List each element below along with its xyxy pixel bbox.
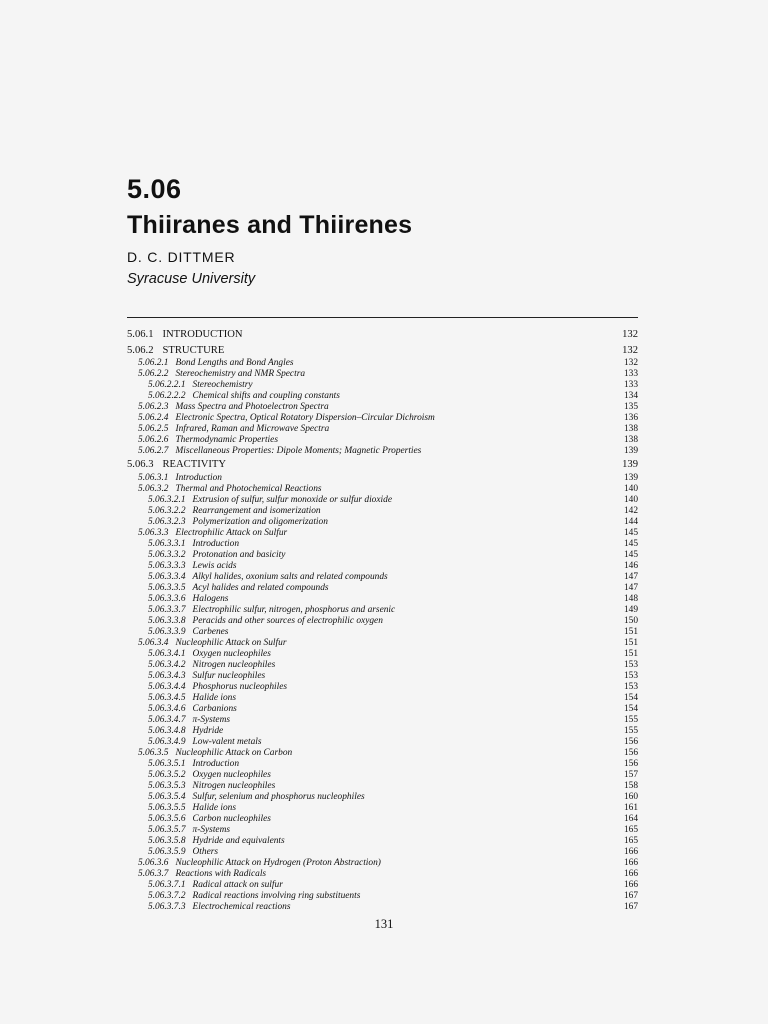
toc-section-number: 5.06.3.1 bbox=[138, 472, 169, 483]
toc-section-number: 5.06.3.4.2 bbox=[148, 659, 186, 670]
toc-page-number: 166 bbox=[623, 846, 638, 857]
toc-entry bbox=[127, 391, 638, 402]
toc-section-title: Sulfur nucleophiles bbox=[192, 670, 266, 681]
toc-entry bbox=[127, 891, 638, 902]
toc-section-number: 5.06.3.3.9 bbox=[148, 626, 186, 637]
toc-section-title: Halide ions bbox=[192, 692, 236, 703]
toc-section-title: Low-valent metals bbox=[192, 736, 262, 747]
toc-page-number: 155 bbox=[623, 725, 638, 736]
toc-entry bbox=[127, 737, 638, 748]
toc-page-number: 147 bbox=[623, 582, 638, 593]
toc-section-title: Others bbox=[192, 846, 219, 857]
toc-page-number: 144 bbox=[623, 516, 638, 527]
toc-section-number: 5.06.3.3.4 bbox=[148, 571, 186, 582]
toc-page-number: 148 bbox=[623, 593, 638, 604]
toc-page-number: 155 bbox=[623, 714, 638, 725]
toc-section-title: INTRODUCTION bbox=[162, 329, 243, 340]
toc-section-number: 5.06.3.3.7 bbox=[148, 604, 186, 615]
toc-page-number: 153 bbox=[623, 659, 638, 670]
divider-rule bbox=[127, 317, 638, 318]
toc-page-number: 139 bbox=[623, 446, 638, 456]
toc-page-number: 139 bbox=[622, 459, 638, 470]
toc-page-number: 151 bbox=[623, 626, 638, 637]
toc-entry bbox=[127, 682, 638, 693]
toc-section-number: 5.06.3.4.1 bbox=[148, 648, 186, 659]
toc-section-number: 5.06.3.7.1 bbox=[148, 879, 186, 890]
page-number: 131 bbox=[374, 917, 394, 931]
toc-entry bbox=[127, 583, 638, 594]
toc-section-number: 5.06.2.2.1 bbox=[148, 380, 186, 390]
toc-section-number: 5.06.3.5.6 bbox=[148, 813, 186, 824]
toc-section-number: 5.06.2.5 bbox=[138, 424, 169, 434]
toc-section-title: Hydride bbox=[192, 725, 224, 736]
toc-section-title: Lewis acids bbox=[192, 560, 237, 571]
toc-page-number: 153 bbox=[623, 681, 638, 692]
toc-page-number: 138 bbox=[623, 435, 638, 445]
toc-entry bbox=[127, 693, 638, 704]
toc-entry bbox=[127, 327, 638, 343]
toc-section-title: Chemical shifts and coupling constants bbox=[192, 391, 340, 401]
toc-section-title: Mass Spectra and Photoelectron Spectra bbox=[175, 402, 329, 412]
toc-section-title: Electrophilic sulfur, nitrogen, phosphorus and arsenic bbox=[192, 604, 396, 615]
toc-section-number: 5.06.3.5.2 bbox=[148, 769, 186, 780]
toc-entry bbox=[127, 880, 638, 891]
toc-entry bbox=[127, 638, 638, 649]
toc-page-number: 156 bbox=[623, 758, 638, 769]
toc-entry bbox=[127, 561, 638, 572]
toc-page-number: 134 bbox=[623, 391, 638, 401]
toc-entry bbox=[127, 616, 638, 627]
toc-page-number: 133 bbox=[623, 369, 638, 379]
toc-section-title: Nitrogen nucleophiles bbox=[192, 780, 276, 791]
toc-section-number: 5.06.3.4.9 bbox=[148, 736, 186, 747]
toc-page-number: 133 bbox=[623, 380, 638, 390]
toc-entry bbox=[127, 715, 638, 726]
toc-page-number: 145 bbox=[623, 549, 638, 560]
toc-section-number: 5.06.2.3 bbox=[138, 402, 169, 412]
toc-section-title: π-Systems bbox=[192, 824, 230, 835]
toc-section-title: Sulfur, selenium and phosphorus nucleophiles bbox=[192, 791, 365, 802]
toc-section-title: Rearrangement and isomerization bbox=[192, 505, 321, 516]
toc-page-number: 164 bbox=[623, 813, 638, 824]
toc-page-number: 165 bbox=[623, 835, 638, 846]
toc-section-title: Hydride and equivalents bbox=[192, 835, 285, 846]
toc-page-number: 132 bbox=[623, 358, 638, 368]
toc-section-number: 5.06.3.4.3 bbox=[148, 670, 186, 681]
toc-entry bbox=[127, 506, 638, 517]
toc-entry bbox=[127, 902, 638, 913]
toc-section-title: Radical attack on sulfur bbox=[192, 879, 283, 890]
toc-entry bbox=[127, 605, 638, 616]
toc-entry bbox=[127, 748, 638, 759]
toc-section-title: Protonation and basicity bbox=[192, 549, 286, 560]
toc-section-number: 5.06.2.2.2 bbox=[148, 391, 186, 401]
toc-page-number: 165 bbox=[623, 824, 638, 835]
toc-entry bbox=[127, 517, 638, 528]
toc-section-number: 5.06.3.5.4 bbox=[148, 791, 186, 802]
toc-entry bbox=[127, 435, 638, 446]
toc-section-number: 5.06.3.3.6 bbox=[148, 593, 186, 604]
toc-page-number: 167 bbox=[623, 890, 638, 901]
toc-entry bbox=[127, 847, 638, 858]
toc-entry bbox=[127, 539, 638, 550]
toc-section-number: 5.06.3.5 bbox=[138, 747, 169, 758]
toc-page-number: 167 bbox=[623, 901, 638, 912]
toc-page-number: 151 bbox=[623, 637, 638, 648]
toc-section-number: 5.06.3.4.4 bbox=[148, 681, 186, 692]
toc-section-number: 5.06.3.4.8 bbox=[148, 725, 186, 736]
toc-page-number: 158 bbox=[623, 780, 638, 791]
toc-section-title: Electrophilic Attack on Sulfur bbox=[175, 527, 288, 538]
toc-section-title: STRUCTURE bbox=[162, 344, 225, 356]
toc-section-title: Nitrogen nucleophiles bbox=[192, 659, 276, 670]
toc-page-number: 145 bbox=[623, 527, 638, 538]
toc-section-number: 5.06.3.7 bbox=[138, 868, 169, 879]
toc-entry bbox=[127, 413, 638, 424]
toc-section-number: 5.06.3.3.3 bbox=[148, 560, 186, 571]
toc-section-title: Electronic Spectra, Optical Rotatory Dispersion–Circular Dichroism bbox=[175, 413, 435, 423]
toc-section-number: 5.06.3.5.3 bbox=[148, 780, 186, 791]
toc-entry bbox=[127, 528, 638, 539]
toc-section-title: Phosphorus nucleophiles bbox=[192, 681, 288, 692]
toc-page-number: 149 bbox=[623, 604, 638, 615]
toc-entry bbox=[127, 803, 638, 814]
toc-entry bbox=[127, 726, 638, 737]
toc-entry bbox=[127, 869, 638, 880]
toc-page-number: 139 bbox=[623, 472, 638, 483]
toc-section-title: Stereochemistry and NMR Spectra bbox=[175, 369, 306, 379]
toc-section-number: 5.06.3.4.5 bbox=[148, 692, 186, 703]
toc-entry bbox=[127, 660, 638, 671]
toc-entry bbox=[127, 369, 638, 380]
toc-entry bbox=[127, 627, 638, 638]
toc-entry bbox=[127, 380, 638, 391]
toc-section-title: π-Systems bbox=[192, 714, 230, 725]
toc-section-number: 5.06.3.2.1 bbox=[148, 494, 186, 505]
toc-entry bbox=[127, 457, 638, 473]
author-affiliation: Syracuse University bbox=[127, 271, 256, 287]
toc-entry bbox=[127, 473, 638, 484]
toc-entry bbox=[127, 770, 638, 781]
toc-section-title: Infrared, Raman and Microwave Spectra bbox=[175, 424, 330, 434]
toc-section-number: 5.06.3.3 bbox=[138, 527, 169, 538]
toc-section-title: Alkyl halides, oxonium salts and related compounds bbox=[192, 571, 388, 582]
toc-section-number: 5.06.3.5.8 bbox=[148, 835, 186, 846]
toc-entry bbox=[127, 836, 638, 847]
toc-section-title: Nucleophilic Attack on Hydrogen (Proton Abstraction) bbox=[175, 857, 381, 868]
toc-page-number: 160 bbox=[623, 791, 638, 802]
toc-entry bbox=[127, 671, 638, 682]
toc-section-title: Peracids and other sources of electrophilic oxygen bbox=[192, 615, 383, 626]
toc-section-number: 5.06.3.4.7 bbox=[148, 714, 186, 725]
toc-section-title: Carbenes bbox=[192, 626, 229, 637]
toc-page-number: 142 bbox=[623, 505, 638, 516]
toc-entry bbox=[127, 649, 638, 660]
toc-page-number: 146 bbox=[623, 560, 638, 571]
toc-section-number: 5.06.3.3.1 bbox=[148, 538, 186, 549]
toc-section-number: 5.06.3.6 bbox=[138, 857, 169, 868]
toc-page-number: 166 bbox=[623, 879, 638, 890]
toc-entry bbox=[127, 495, 638, 506]
toc-section-number: 5.06.3.4.6 bbox=[148, 703, 186, 714]
toc-page-number: 136 bbox=[623, 413, 638, 423]
toc-section-title: Nucleophilic Attack on Carbon bbox=[175, 747, 293, 758]
toc-section-title: Carbon nucleophiles bbox=[192, 813, 271, 824]
toc-page-number: 156 bbox=[623, 747, 638, 758]
toc-page-number: 132 bbox=[622, 344, 638, 356]
toc-page-number: 154 bbox=[623, 692, 638, 703]
toc-section-number: 5.06.2.6 bbox=[138, 435, 169, 445]
toc-entry bbox=[127, 594, 638, 605]
toc-section-number: 5.06.1 bbox=[127, 329, 154, 340]
toc-page-number: 156 bbox=[623, 736, 638, 747]
toc-section-title: Thermal and Photochemical Reactions bbox=[175, 483, 322, 494]
toc-section-title: Extrusion of sulfur, sulfur monoxide or sulfur dioxide bbox=[192, 494, 392, 505]
toc-section-number: 5.06.3.5.1 bbox=[148, 758, 186, 769]
toc-section-title: Thermodynamic Properties bbox=[175, 435, 278, 445]
toc-section-title: Electrochemical reactions bbox=[192, 901, 291, 912]
toc-section-number: 5.06.3.3.5 bbox=[148, 582, 186, 593]
toc-section-title: Carbanions bbox=[192, 703, 237, 714]
toc-section-title: Bond Lengths and Bond Angles bbox=[175, 358, 294, 368]
toc-page-number: 161 bbox=[623, 802, 638, 813]
toc-section-title: Acyl halides and related compounds bbox=[192, 582, 329, 593]
toc-entry bbox=[127, 704, 638, 715]
toc-page-number: 157 bbox=[623, 769, 638, 780]
toc-section-number: 5.06.3 bbox=[127, 459, 154, 470]
toc-section-title: Introduction bbox=[192, 538, 240, 549]
toc-page-number: 150 bbox=[623, 615, 638, 626]
toc-entry bbox=[127, 858, 638, 869]
toc-section-number: 5.06.3.4 bbox=[138, 637, 169, 648]
toc-entry bbox=[127, 792, 638, 803]
toc-section-number: 5.06.2.1 bbox=[138, 358, 169, 368]
toc-page-number: 154 bbox=[623, 703, 638, 714]
toc-section-number: 5.06.3.3.2 bbox=[148, 549, 186, 560]
toc-section-title: Oxygen nucleophiles bbox=[192, 769, 271, 780]
toc-section-number: 5.06.3.3.8 bbox=[148, 615, 186, 626]
toc-page-number: 140 bbox=[623, 494, 638, 505]
toc-section-number: 5.06.2.4 bbox=[138, 413, 169, 423]
toc-page-number: 153 bbox=[623, 670, 638, 681]
toc-entry bbox=[127, 484, 638, 495]
toc-section-number: 5.06.3.2.3 bbox=[148, 516, 186, 527]
toc-section-number: 5.06.2 bbox=[127, 344, 154, 356]
toc-entry bbox=[127, 402, 638, 413]
toc-section-title: Reactions with Radicals bbox=[175, 868, 267, 879]
toc-section-title: Polymerization and oligomerization bbox=[192, 516, 328, 527]
toc-section-number: 5.06.3.2.2 bbox=[148, 505, 186, 516]
toc-page-number: 138 bbox=[623, 424, 638, 434]
toc-entry bbox=[127, 424, 638, 435]
toc-section-title: Miscellaneous Properties: Dipole Moments; Magnetic Properties bbox=[175, 446, 422, 456]
toc-page-number: 166 bbox=[623, 868, 638, 879]
toc-entry bbox=[127, 759, 638, 770]
toc-page-number: 135 bbox=[623, 402, 638, 412]
chapter-title: Thiiranes and Thiirenes bbox=[127, 211, 413, 239]
toc-entry bbox=[127, 814, 638, 825]
toc-section-number: 5.06.3.2 bbox=[138, 483, 169, 494]
toc-section-number: 5.06.3.5.7 bbox=[148, 824, 186, 835]
toc-entry bbox=[127, 781, 638, 792]
toc-section-title: REACTIVITY bbox=[162, 459, 227, 470]
toc-entry bbox=[127, 825, 638, 836]
toc-entry bbox=[127, 572, 638, 583]
toc-section-title: Oxygen nucleophiles bbox=[192, 648, 271, 659]
toc-section-title: Introduction bbox=[192, 758, 240, 769]
toc-entry bbox=[127, 446, 638, 457]
toc-section-number: 5.06.3.5.5 bbox=[148, 802, 186, 813]
toc-section-title: Radical reactions involving ring substituents bbox=[192, 890, 361, 901]
toc-page-number: 145 bbox=[623, 538, 638, 549]
table-of-contents bbox=[127, 327, 638, 913]
chapter-number: 5.06 bbox=[127, 174, 182, 204]
toc-section-title: Introduction bbox=[175, 472, 222, 483]
toc-page-number: 132 bbox=[622, 329, 638, 340]
toc-entry bbox=[127, 358, 638, 369]
toc-page-number: 147 bbox=[623, 571, 638, 582]
toc-page-number: 140 bbox=[623, 483, 638, 494]
toc-section-title: Halide ions bbox=[192, 802, 236, 813]
toc-page-number: 151 bbox=[623, 648, 638, 659]
toc-section-number: 5.06.2.2 bbox=[138, 369, 169, 379]
toc-section-title: Stereochemistry bbox=[192, 380, 253, 390]
toc-section-number: 5.06.3.7.3 bbox=[148, 901, 186, 912]
toc-page-number: 166 bbox=[623, 857, 638, 868]
toc-entry bbox=[127, 550, 638, 561]
toc-section-title: Halogens bbox=[192, 593, 229, 604]
toc-section-number: 5.06.3.5.9 bbox=[148, 846, 186, 857]
toc-entry bbox=[127, 343, 638, 359]
toc-section-title: Nucleophilic Attack on Sulfur bbox=[175, 637, 287, 648]
toc-section-number: 5.06.2.7 bbox=[138, 446, 169, 456]
toc-section-number: 5.06.3.7.2 bbox=[148, 890, 186, 901]
author-name: D. C. DITTMER bbox=[127, 249, 236, 265]
